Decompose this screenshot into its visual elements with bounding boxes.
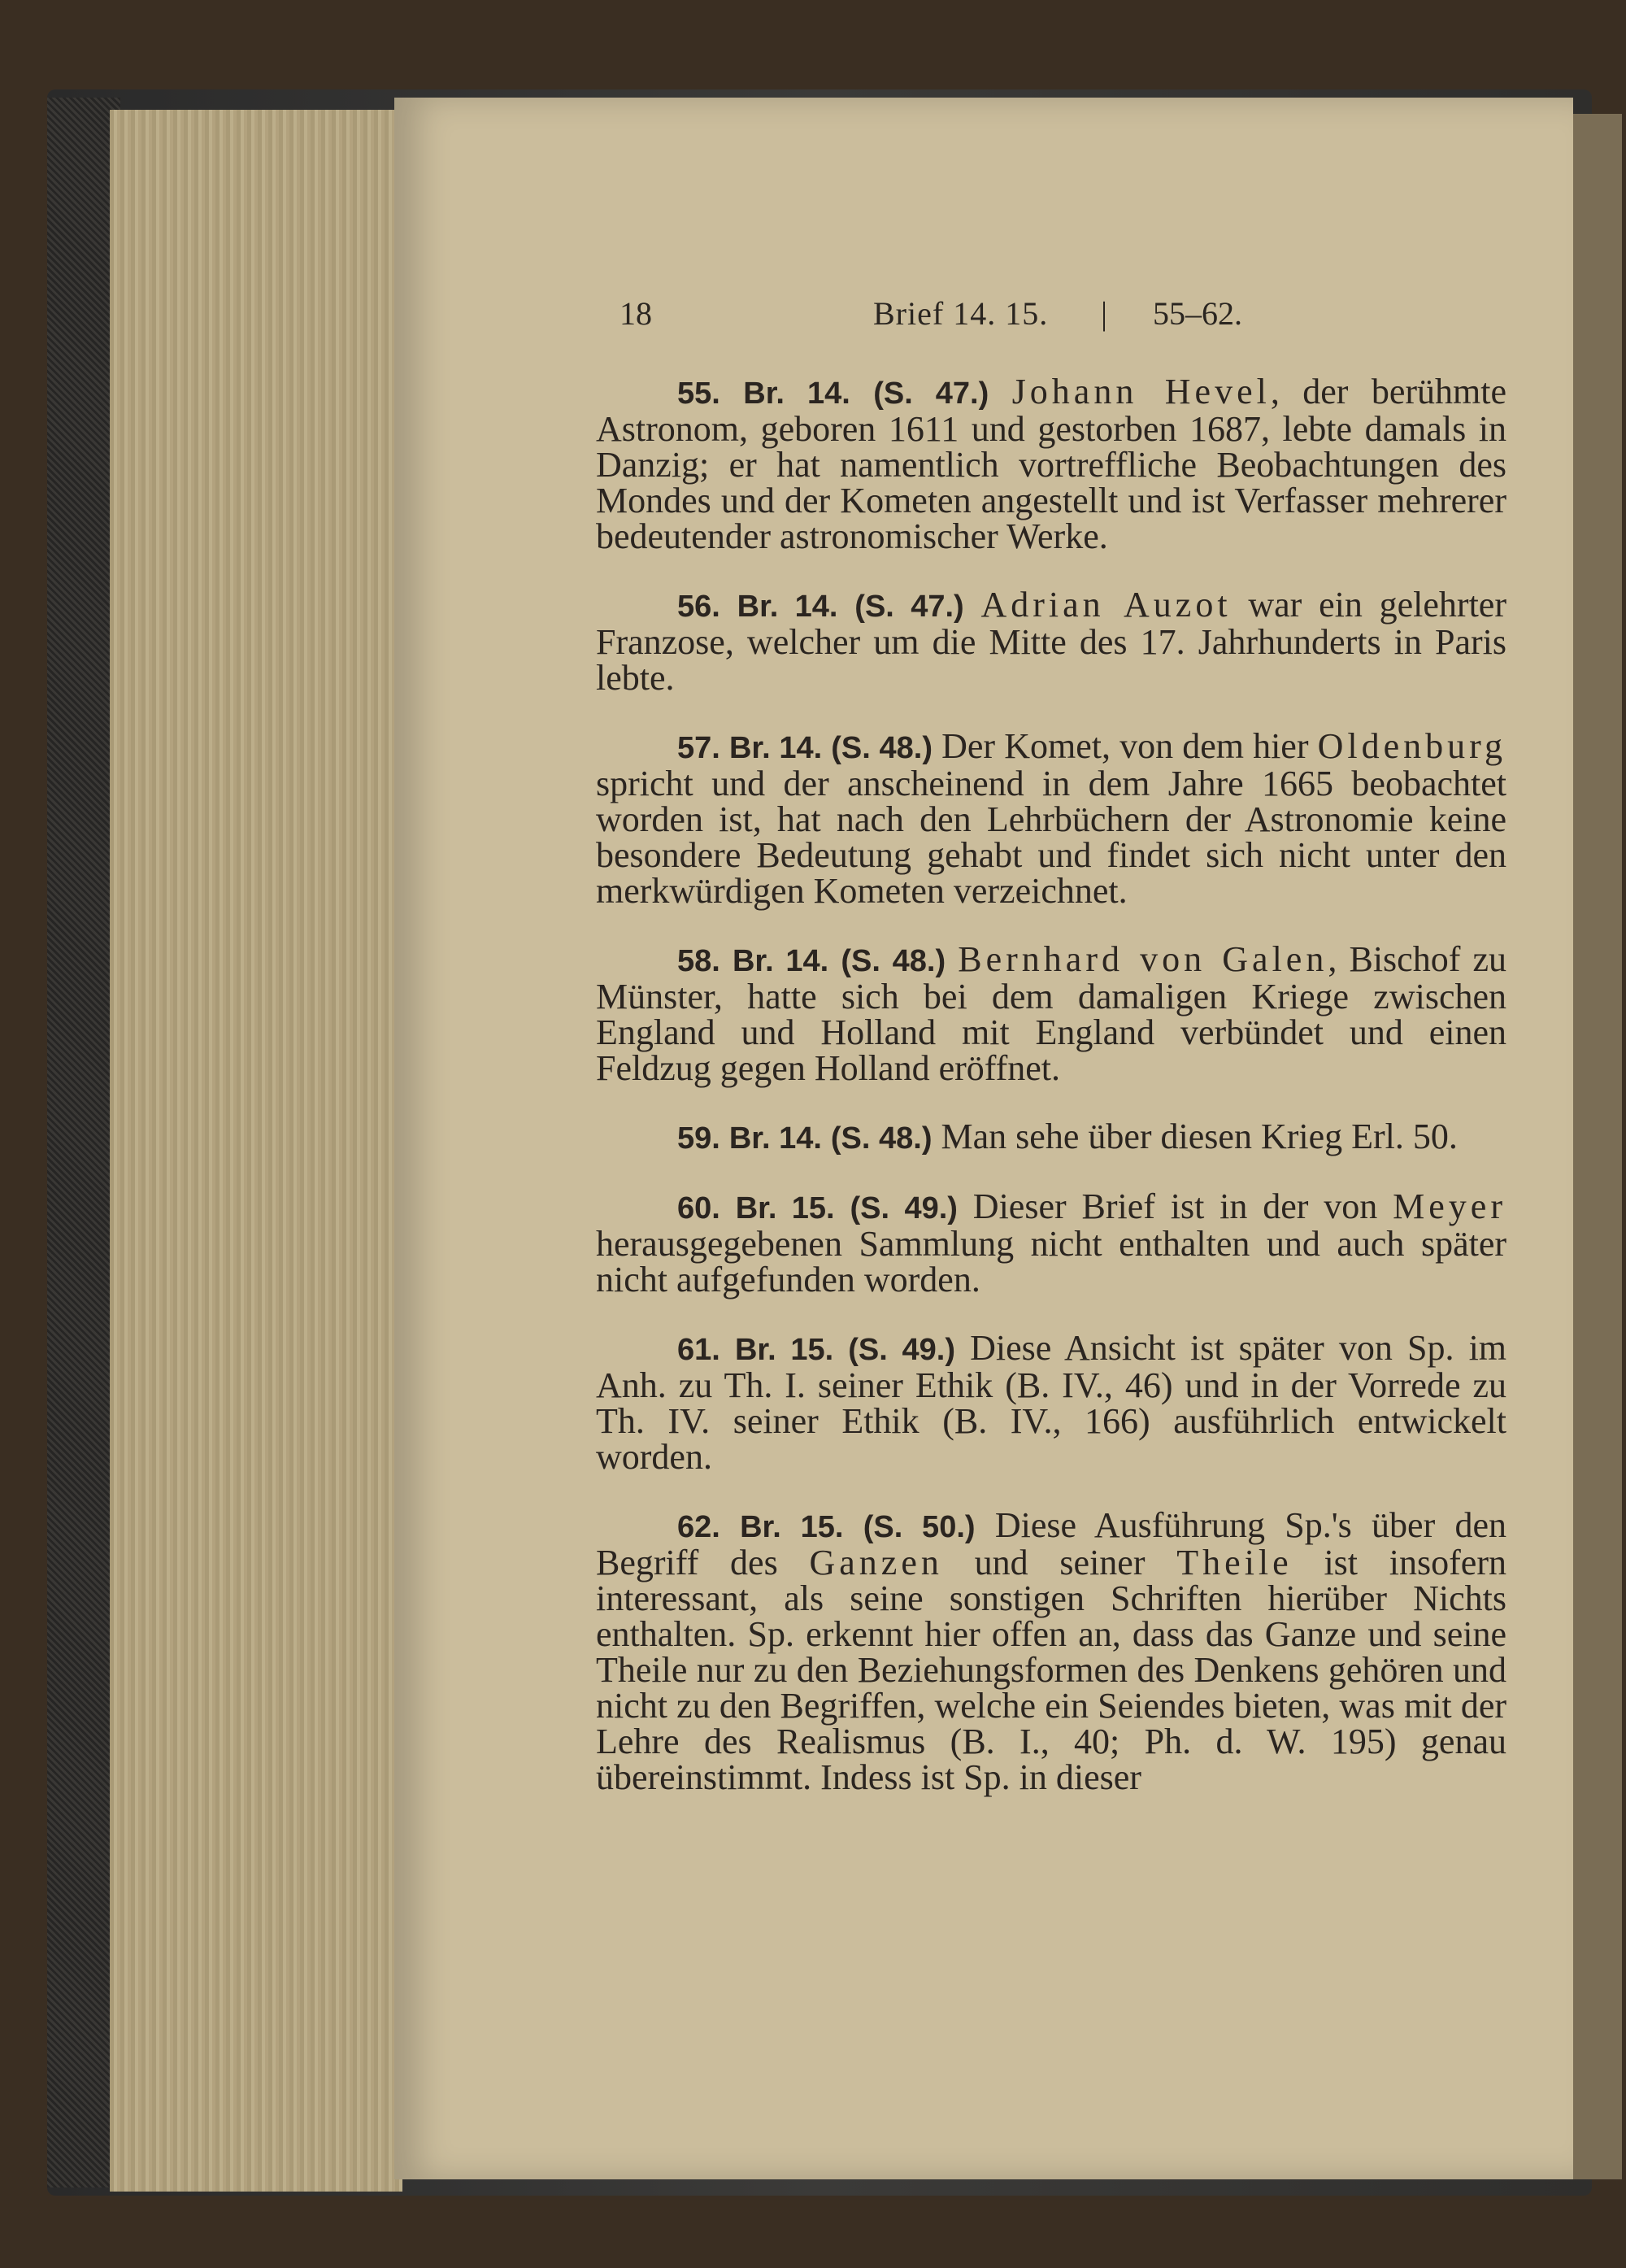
- note-number: 59.: [677, 1121, 720, 1156]
- note-text-pre: Der Komet, von dem hier: [941, 726, 1318, 766]
- note-number: 56.: [677, 590, 720, 624]
- note-term-theile: Theile: [1176, 1543, 1293, 1582]
- note-page-ref: (S. 48.): [841, 944, 946, 978]
- note-name: Meyer: [1393, 1186, 1506, 1226]
- header-separator: |: [1101, 295, 1108, 332]
- note-letter-ref: Br. 14.: [737, 590, 838, 624]
- note-range: 55–62.: [1153, 295, 1242, 332]
- running-title: Brief 14. 15.: [873, 295, 1049, 332]
- note-text-pre: Diese Ausführung Sp.'s über den Begriff des: [596, 1505, 1507, 1582]
- note-61: [596, 1330, 1506, 1475]
- note-text-pre: Dieser Brief ist in der von: [972, 1186, 1393, 1226]
- note-57: [596, 726, 1506, 911]
- note-62: [596, 1505, 1507, 1797]
- note-page-ref: (S. 48.): [831, 731, 933, 765]
- note-58: [596, 939, 1507, 1088]
- note-page-ref: (S. 48.): [830, 1121, 933, 1156]
- note-number: 55.: [677, 377, 720, 411]
- note-letter-ref: Br. 15.: [734, 1333, 834, 1367]
- page-number: 18: [620, 295, 652, 332]
- note-56: [596, 587, 1506, 696]
- note-name: Bernhard von Galen: [958, 939, 1328, 979]
- note-text: herausgegebenen Sammlung nicht enthalten und auch später nicht aufgefunden worden.: [596, 1224, 1506, 1299]
- page-header: [620, 294, 1270, 343]
- note-page-ref: (S. 49.): [850, 1191, 958, 1225]
- note-number: 61.: [677, 1333, 720, 1367]
- note-text: ist insofern interessant, als seine sonstigen Schriften hierüber Nichts enthalten. Sp. erkennt hier offen an, dass das Ganze und seine Theile nur zu den Beziehungsformen des Denkens gehören und nicht zu den Begriffen, welche ein Seiendes bieten, was mit der Lehre des Realismus (B. I., 40; Ph. d. W. 195) genau übereinstimmt. Indess ist Sp. in dieser: [596, 1543, 1506, 1797]
- note-text: spricht und der anscheinend in dem Jahre 1665 beobachtet worden ist, hat nach den Lehrbüchern der Astronomie keine besondere Bedeutung gehabt und findet sich nicht unter den merkwürdigen Kometen verzeichnet.: [596, 764, 1506, 911]
- note-name: Johann Hevel: [1011, 372, 1271, 411]
- note-55: [596, 374, 1506, 555]
- note-name: Oldenburg: [1317, 726, 1506, 766]
- note-letter-ref: Br. 14.: [728, 731, 823, 765]
- note-59: [596, 1119, 1506, 1156]
- note-text: , der berühmte Astronom, geboren 1611 und gestorben 1687, lebte damals in Danzig; er hat namentlich vortreffliche Beobachtungen des Mondes und der Kometen angestellt und ist Verfasser mehrerer bedeutender astronomischer Werke.: [596, 372, 1507, 556]
- facing-page-edge: [1573, 114, 1622, 2179]
- note-text: Diese Ansicht ist später von Sp. im Anh. zu Th. I. seiner Ethik (B. IV., 46) und in der Vorrede zu Th. IV. seiner Ethik (B. IV., 166) ausführlich entwickelt worden.: [596, 1328, 1507, 1477]
- note-term-ganzen: Ganzen: [809, 1543, 943, 1582]
- note-letter-ref: Br. 15.: [735, 1191, 835, 1225]
- note-page-ref: (S. 47.): [873, 377, 989, 411]
- note-text: war ein gelehrter Franzose, welcher um die Mitte des 17. Jahrhunderts in Paris lebte.: [596, 585, 1506, 698]
- note-number: 57.: [677, 731, 720, 765]
- note-name: Adrian Auzot: [980, 585, 1232, 625]
- note-page-ref: (S. 49.): [848, 1333, 955, 1367]
- note-letter-ref: Br. 14.: [732, 944, 829, 978]
- note-letter-ref: Br. 14.: [743, 377, 850, 411]
- page-edges: [110, 110, 402, 2192]
- note-page-ref: (S. 47.): [854, 590, 964, 624]
- note-text-mid: und seiner: [942, 1543, 1177, 1582]
- note-number: 62.: [677, 1510, 720, 1544]
- note-letter-ref: Br. 14.: [728, 1121, 822, 1156]
- note-number: 60.: [677, 1191, 720, 1225]
- note-letter-ref: Br. 15.: [740, 1510, 844, 1544]
- note-60: [596, 1186, 1506, 1299]
- note-text: Man sehe über diesen Krieg Erl. 50.: [941, 1117, 1458, 1156]
- note-number: 58.: [677, 944, 720, 978]
- note-text: , Bischof zu Münster, hatte sich bei dem damaligen Kriege zwischen England und Holland mit England verbündet und einen Feldzug gegen Holland eröffnet.: [596, 939, 1507, 1088]
- notes-body: [596, 374, 1506, 1828]
- note-page-ref: (S. 50.): [863, 1510, 976, 1544]
